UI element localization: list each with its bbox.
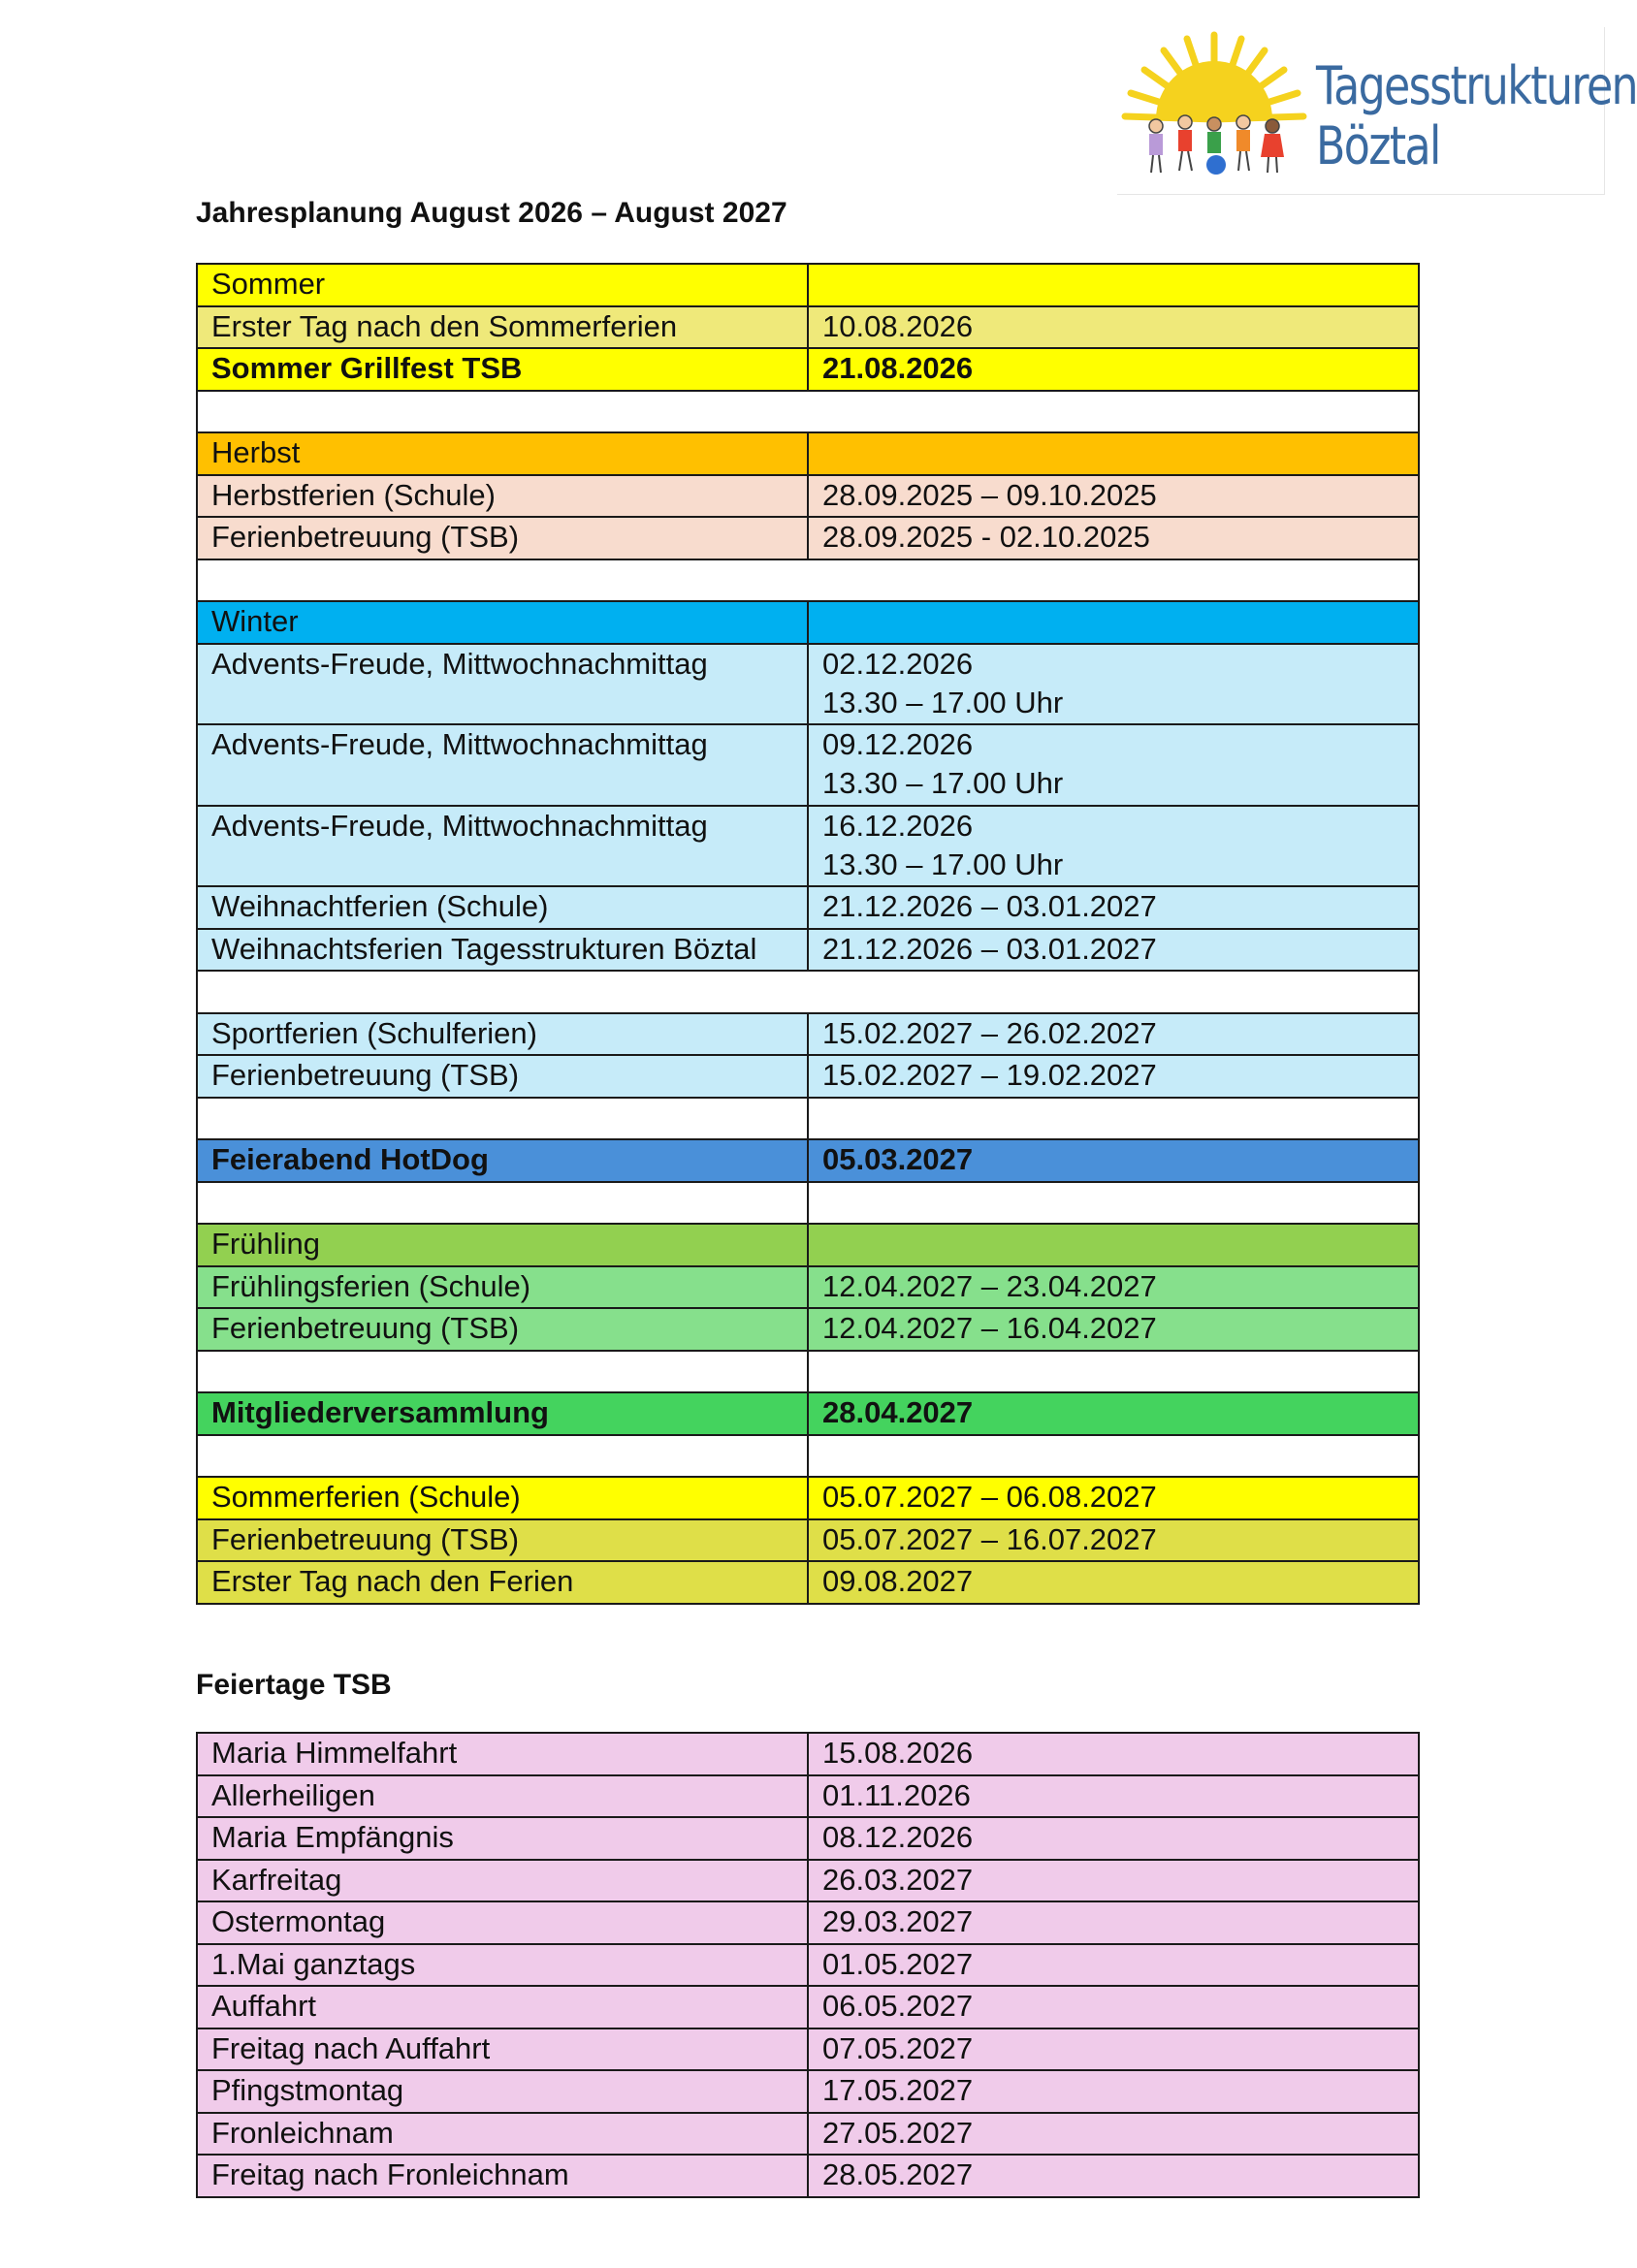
date-cell	[808, 724, 1419, 806]
spacer-cell	[197, 971, 1419, 1013]
spacer-row	[197, 1351, 1419, 1393]
holiday-row	[197, 2113, 1419, 2156]
logo	[1117, 27, 1637, 195]
holiday-row	[197, 2155, 1419, 2197]
table-row	[197, 1013, 1419, 1056]
table-row	[197, 1308, 1419, 1351]
table-row	[197, 1392, 1419, 1435]
label-cell: Weihnachtferien (Schule)	[197, 886, 808, 929]
holiday-date: 08.12.2026	[808, 1817, 1419, 1860]
date-line: 13.30 – 17.00 Uhr	[822, 685, 1064, 719]
label-cell: Advents-Freude, Mittwochnachmittag	[197, 724, 808, 806]
table-row	[197, 1139, 1419, 1182]
holiday-label: Freitag nach Fronleichnam	[197, 2155, 808, 2197]
table-row	[197, 806, 1419, 887]
holiday-row	[197, 1860, 1419, 1902]
date-cell	[808, 929, 1419, 972]
date-cell	[808, 886, 1419, 929]
table-row	[197, 601, 1419, 644]
table-row	[197, 644, 1419, 725]
label-cell	[197, 1098, 808, 1140]
label-cell: Winter	[197, 601, 808, 644]
date-line: 21.12.2026 – 03.01.2027	[822, 889, 1157, 923]
date-cell	[808, 432, 1419, 475]
date-cell	[808, 1098, 1419, 1140]
holiday-label: Ostermontag	[197, 1901, 808, 1944]
holiday-label: Freitag nach Auffahrt	[197, 2028, 808, 2071]
table-row	[197, 1561, 1419, 1604]
date-cell	[808, 348, 1419, 391]
holiday-label: Allerheiligen	[197, 1775, 808, 1818]
date-cell	[808, 517, 1419, 559]
date-line: 05.07.2027 – 16.07.2027	[822, 1521, 1157, 1556]
holiday-label: Pfingstmontag	[197, 2070, 808, 2113]
holiday-label: Karfreitag	[197, 1860, 808, 1902]
holiday-row	[197, 1733, 1419, 1775]
holiday-date: 27.05.2027	[808, 2113, 1419, 2156]
spacer-row	[197, 559, 1419, 602]
label-cell: Erster Tag nach den Ferien	[197, 1561, 808, 1604]
annual-plan-table	[196, 263, 1420, 1605]
spacer-row	[197, 971, 1419, 1013]
table-row	[197, 475, 1419, 518]
spacer-row	[197, 1435, 1419, 1478]
date-line: 16.12.2026	[822, 808, 974, 843]
table-row	[197, 306, 1419, 349]
date-line: 12.04.2027 – 16.04.2027	[822, 1311, 1157, 1345]
label-cell: Advents-Freude, Mittwochnachmittag	[197, 644, 808, 725]
holiday-row	[197, 1944, 1419, 1987]
table-row	[197, 929, 1419, 972]
holiday-label: Maria Himmelfahrt	[197, 1733, 808, 1775]
spacer-row	[197, 391, 1419, 433]
label-cell: Feierabend HotDog	[197, 1139, 808, 1182]
date-line: 28.09.2025 – 09.10.2025	[822, 477, 1157, 512]
holiday-label: 1.Mai ganztags	[197, 1944, 808, 1987]
date-cell	[808, 1561, 1419, 1604]
label-cell: Sommerferien (Schule)	[197, 1477, 808, 1519]
date-cell	[808, 1477, 1419, 1519]
holiday-row	[197, 1901, 1419, 1944]
label-cell: Mitgliederversammlung	[197, 1392, 808, 1435]
date-cell	[808, 1392, 1419, 1435]
holiday-date: 29.03.2027	[808, 1901, 1419, 1944]
label-cell	[197, 1351, 808, 1393]
holidays-table	[196, 1732, 1420, 2198]
table-row	[197, 1055, 1419, 1098]
date-cell	[808, 264, 1419, 306]
holiday-row	[197, 2028, 1419, 2071]
spacer-cell	[197, 559, 1419, 602]
date-cell	[808, 601, 1419, 644]
label-cell: Weihnachtsferien Tagesstrukturen Böztal	[197, 929, 808, 972]
date-line: 28.09.2025 - 02.10.2025	[822, 520, 1150, 554]
page-title: Jahresplanung August 2026 – August 2027	[196, 197, 787, 229]
holiday-date: 06.05.2027	[808, 1986, 1419, 2028]
spacer-cell	[197, 391, 1419, 433]
label-cell: Ferienbetreuung (TSB)	[197, 1055, 808, 1098]
logo-wordmark	[1316, 56, 1637, 176]
table-row	[197, 1224, 1419, 1266]
label-cell: Advents-Freude, Mittwochnachmittag	[197, 806, 808, 887]
label-cell	[197, 1182, 808, 1225]
date-line: 21.12.2026 – 03.01.2027	[822, 931, 1157, 966]
label-cell: Herbstferien (Schule)	[197, 475, 808, 518]
holiday-date: 26.03.2027	[808, 1860, 1419, 1902]
table-row	[197, 724, 1419, 806]
date-line: 12.04.2027 – 23.04.2027	[822, 1268, 1157, 1303]
date-line: 15.02.2027 – 19.02.2027	[822, 1058, 1157, 1092]
date-cell	[808, 1224, 1419, 1266]
table-row	[197, 517, 1419, 559]
date-line: 09.12.2026	[822, 727, 974, 761]
date-cell	[808, 806, 1419, 887]
holiday-date: 15.08.2026	[808, 1733, 1419, 1775]
date-line: 05.07.2027 – 06.08.2027	[822, 1480, 1157, 1514]
date-cell	[808, 1519, 1419, 1562]
logo-line-2: Böztal	[1316, 115, 1440, 176]
holiday-row	[197, 1817, 1419, 1860]
date-cell	[808, 1182, 1419, 1225]
date-line: 28.04.2027	[822, 1395, 974, 1429]
label-cell: Frühling	[197, 1224, 808, 1266]
label-cell: Sommer	[197, 264, 808, 306]
date-line: 13.30 – 17.00 Uhr	[822, 766, 1064, 800]
date-line: 02.12.2026	[822, 646, 974, 681]
spacer-row	[197, 1098, 1419, 1140]
table-row	[197, 432, 1419, 475]
holidays-title: Feiertage TSB	[196, 1669, 392, 1701]
holiday-row	[197, 2070, 1419, 2113]
table-row	[197, 1477, 1419, 1519]
date-line: 13.30 – 17.00 Uhr	[822, 847, 1064, 881]
label-cell: Herbst	[197, 432, 808, 475]
holiday-date: 17.05.2027	[808, 2070, 1419, 2113]
date-cell	[808, 1013, 1419, 1056]
label-cell: Ferienbetreuung (TSB)	[197, 1308, 808, 1351]
holiday-date: 07.05.2027	[808, 2028, 1419, 2071]
logo-line-1: Tagesstrukturen	[1316, 55, 1637, 116]
date-cell	[808, 1308, 1419, 1351]
label-cell: Ferienbetreuung (TSB)	[197, 517, 808, 559]
holiday-date: 01.05.2027	[808, 1944, 1419, 1987]
date-line: 15.02.2027 – 26.02.2027	[822, 1015, 1157, 1050]
date-line: 21.08.2026	[822, 351, 974, 385]
date-cell	[808, 475, 1419, 518]
label-cell: Sommer Grillfest TSB	[197, 348, 808, 391]
sun-children-icon	[1117, 27, 1311, 194]
date-cell	[808, 306, 1419, 349]
date-cell	[808, 1139, 1419, 1182]
label-cell: Ferienbetreuung (TSB)	[197, 1519, 808, 1562]
holiday-date: 01.11.2026	[808, 1775, 1419, 1818]
date-cell	[808, 1435, 1419, 1478]
label-cell: Sportferien (Schulferien)	[197, 1013, 808, 1056]
date-cell	[808, 1266, 1419, 1309]
table-row	[197, 1266, 1419, 1309]
table-row	[197, 348, 1419, 391]
table-row	[197, 264, 1419, 306]
date-line: 09.08.2027	[822, 1564, 974, 1598]
holiday-label: Fronleichnam	[197, 2113, 808, 2156]
holiday-label: Maria Empfängnis	[197, 1817, 808, 1860]
date-line: 05.03.2027	[822, 1142, 974, 1176]
table-row	[197, 1519, 1419, 1562]
label-cell	[197, 1435, 808, 1478]
spacer-row	[197, 1182, 1419, 1225]
date-cell	[808, 644, 1419, 725]
table-row	[197, 886, 1419, 929]
date-line: 10.08.2026	[822, 308, 974, 343]
label-cell: Frühlingsferien (Schule)	[197, 1266, 808, 1309]
date-cell	[808, 1351, 1419, 1393]
holiday-label: Auffahrt	[197, 1986, 808, 2028]
label-cell: Erster Tag nach den Sommerferien	[197, 306, 808, 349]
date-cell	[808, 1055, 1419, 1098]
holiday-row	[197, 1986, 1419, 2028]
holiday-date: 28.05.2027	[808, 2155, 1419, 2197]
holiday-row	[197, 1775, 1419, 1818]
